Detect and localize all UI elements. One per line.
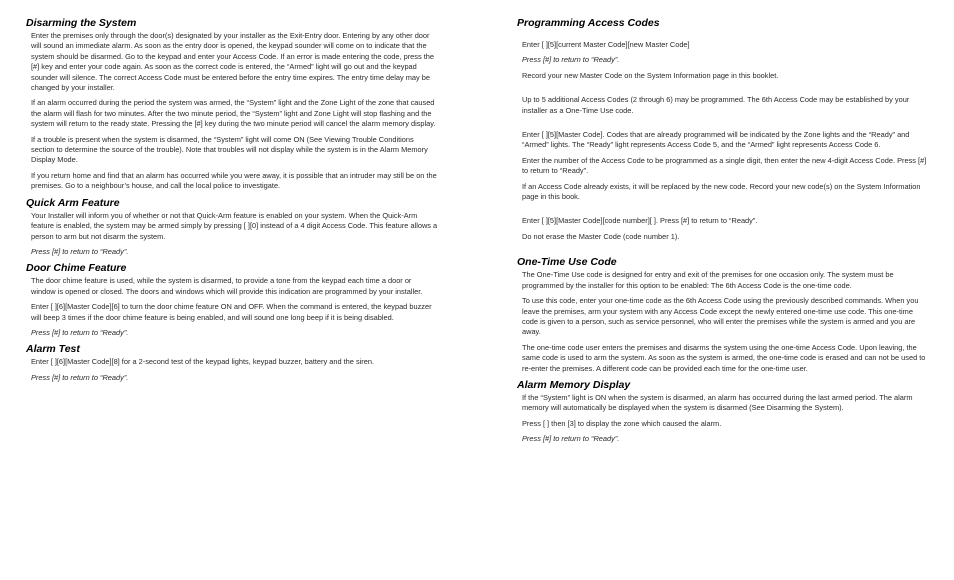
right-column	[517, 17, 927, 450]
paragraph: The One-Time Use code is designed for entry and exit of the premises for one occasion only. The system must be programmed by the installer for this option to be enabled: The 6th Access Code is the one-time code.	[522, 270, 894, 290]
paragraph: If a trouble is present when the system is disarmed, the “System” light will come ON (See Viewing Trouble Conditions section to determine the source of the trouble). Note that troubles will not display while the system is in the Alarm Memory Display Mode.	[31, 134, 428, 165]
instruction-note: Press [#] to return to “Ready”.	[522, 55, 620, 65]
paragraph: Do not erase the Master Code (code number 1).	[522, 231, 680, 241]
section-title-one-time: One-Time Use Code	[517, 256, 617, 269]
paragraph: The door chime feature is used, while the system is disarmed, to provide a tone from the keypad each time a door or window is opened or closed. The doors and windows which will provide this indication are programmed by your installer.	[31, 276, 423, 296]
paragraph: If an alarm occurred during the period the system was armed, the “System” light and the Zone Light of the zone that caused the alarm will flash for two minutes. After the two minute period, the “System” light and Zone Light will stop flashing and the system will return to the ready state. Pressing the [#] key during the two minute period will cancel the alarm memory display.	[31, 98, 436, 129]
paragraph: Enter the number of the Access Code to be programmed as a single digit, then enter the new 4-digit Access Code. Press [#] to return to “Ready”.	[522, 155, 927, 176]
section-title-alarm-memory: Alarm Memory Display	[517, 378, 631, 391]
section-title-quick-arm: Quick Arm Feature	[26, 196, 120, 209]
paragraph: Enter [ ][6][Master Code][8] for a 2-second test of the keypad lights, keypad buzzer, battery and the siren.	[31, 357, 375, 367]
section-title-alarm-test: Alarm Test	[26, 343, 80, 356]
paragraph: Enter [ ][5][Master Code]. Codes that are already programmed will be indicated by the Zone lights and the “Ready” and “Armed” lights. The “Ready” light represents Access Code 5, and the “Armed” light represents Access Code 6.	[522, 130, 910, 150]
paragraph: Enter [ ][5][current Master Code][new Master Code]	[522, 40, 690, 49]
paragraph: Your Installer will inform you of whether or not that Quick-Arm feature is enabled on your system. When the Quick-Arm feature is enabled, the system may be armed simply by pressing [ ][0] instead of a 4 digit Access Code. This feature allows a person to arm but not disarm the system.	[31, 210, 438, 241]
section-title-programming: Programming Access Codes	[517, 17, 660, 29]
paragraph: The one-time code user enters the premises and disarms the system using the one-time Access Code. Upon leaving, the same code is used to arm the system. As soon as the system is armed, the one-time code is erased and can not be used to re-enter the premises. A different code can be provided each time for the one-time user.	[522, 342, 926, 373]
instruction-note: Press [#] to return to “Ready”.	[31, 327, 129, 337]
paragraph: If an Access Code already exists, it will be replaced by the new code. Record your new code(s) on the System Information page in this book.	[522, 181, 921, 202]
paragraph: Press [ ] then [3] to display the zone which caused the alarm.	[522, 418, 722, 428]
paragraph: To use this code, enter your one-time code as the 6th Access Code using the previously described commands. When you leave the premises, arm your system with any Access Code except the newly entered one-time use code. This one-time code is given to a person, such as service personnel, who will enter the premises while the system is armed and you are away.	[522, 296, 919, 337]
paragraph: Up to 5 additional Access Codes (2 through 6) may be programmed. The 6th Access Code may be established by your installer as a One-Time Use code.	[522, 95, 910, 115]
paragraph: Record your new Master Code on the System Information page in this booklet.	[522, 70, 779, 80]
paragraph: Enter [ ][6][Master Code][6] to turn the door chime feature ON and OFF. When the command is entered, the keypad buzzer will beep 3 times if the door chime feature is being enabled, and will sound one long beep if it is being disabled.	[31, 302, 432, 322]
paragraph: Enter the premises only through the door(s) designated by your installer as the Exit-Entry door. Entering by any other door will sound an immediate alarm. As soon as the entry door is opened, the keypad sounder will come on to indicate that the system should be disarmed. Go to the keypad and enter your Access Code. If an error is made entering the code, press the [#] key and enter your code again. As soon as the correct code is entered, the “Armed” light will go out and the keypad sounder will silence. The correct Access Code must be entered before the entry time expires. The entry time delay may be changed by your installer.	[31, 31, 435, 93]
section-title-disarming: Disarming the System	[26, 17, 137, 29]
left-column	[26, 17, 438, 388]
instruction-note: Press [#] to return to “Ready”.	[522, 434, 620, 444]
instruction-note: Press [#] to return to “Ready”.	[31, 372, 129, 382]
instruction-note: Press [#] to return to “Ready”.	[31, 246, 129, 256]
paragraph: Enter [ ][5][Master Code][code number][ ]. Press [#] to return to “Ready”.	[522, 216, 758, 226]
paragraph: If the “System” light is ON when the system is disarmed, an alarm has occurred during the last armed period. The alarm memory will automatically be displayed when the system is disarmed (See Disarming the System).	[522, 392, 913, 413]
paragraph: If you return home and find that an alarm has occurred while you were away, it is possible that an intruder may still be on the premises. Go to a neighbour’s house, and call the local police to investigate.	[31, 170, 437, 191]
section-title-door-chime: Door Chime Feature	[26, 262, 127, 275]
